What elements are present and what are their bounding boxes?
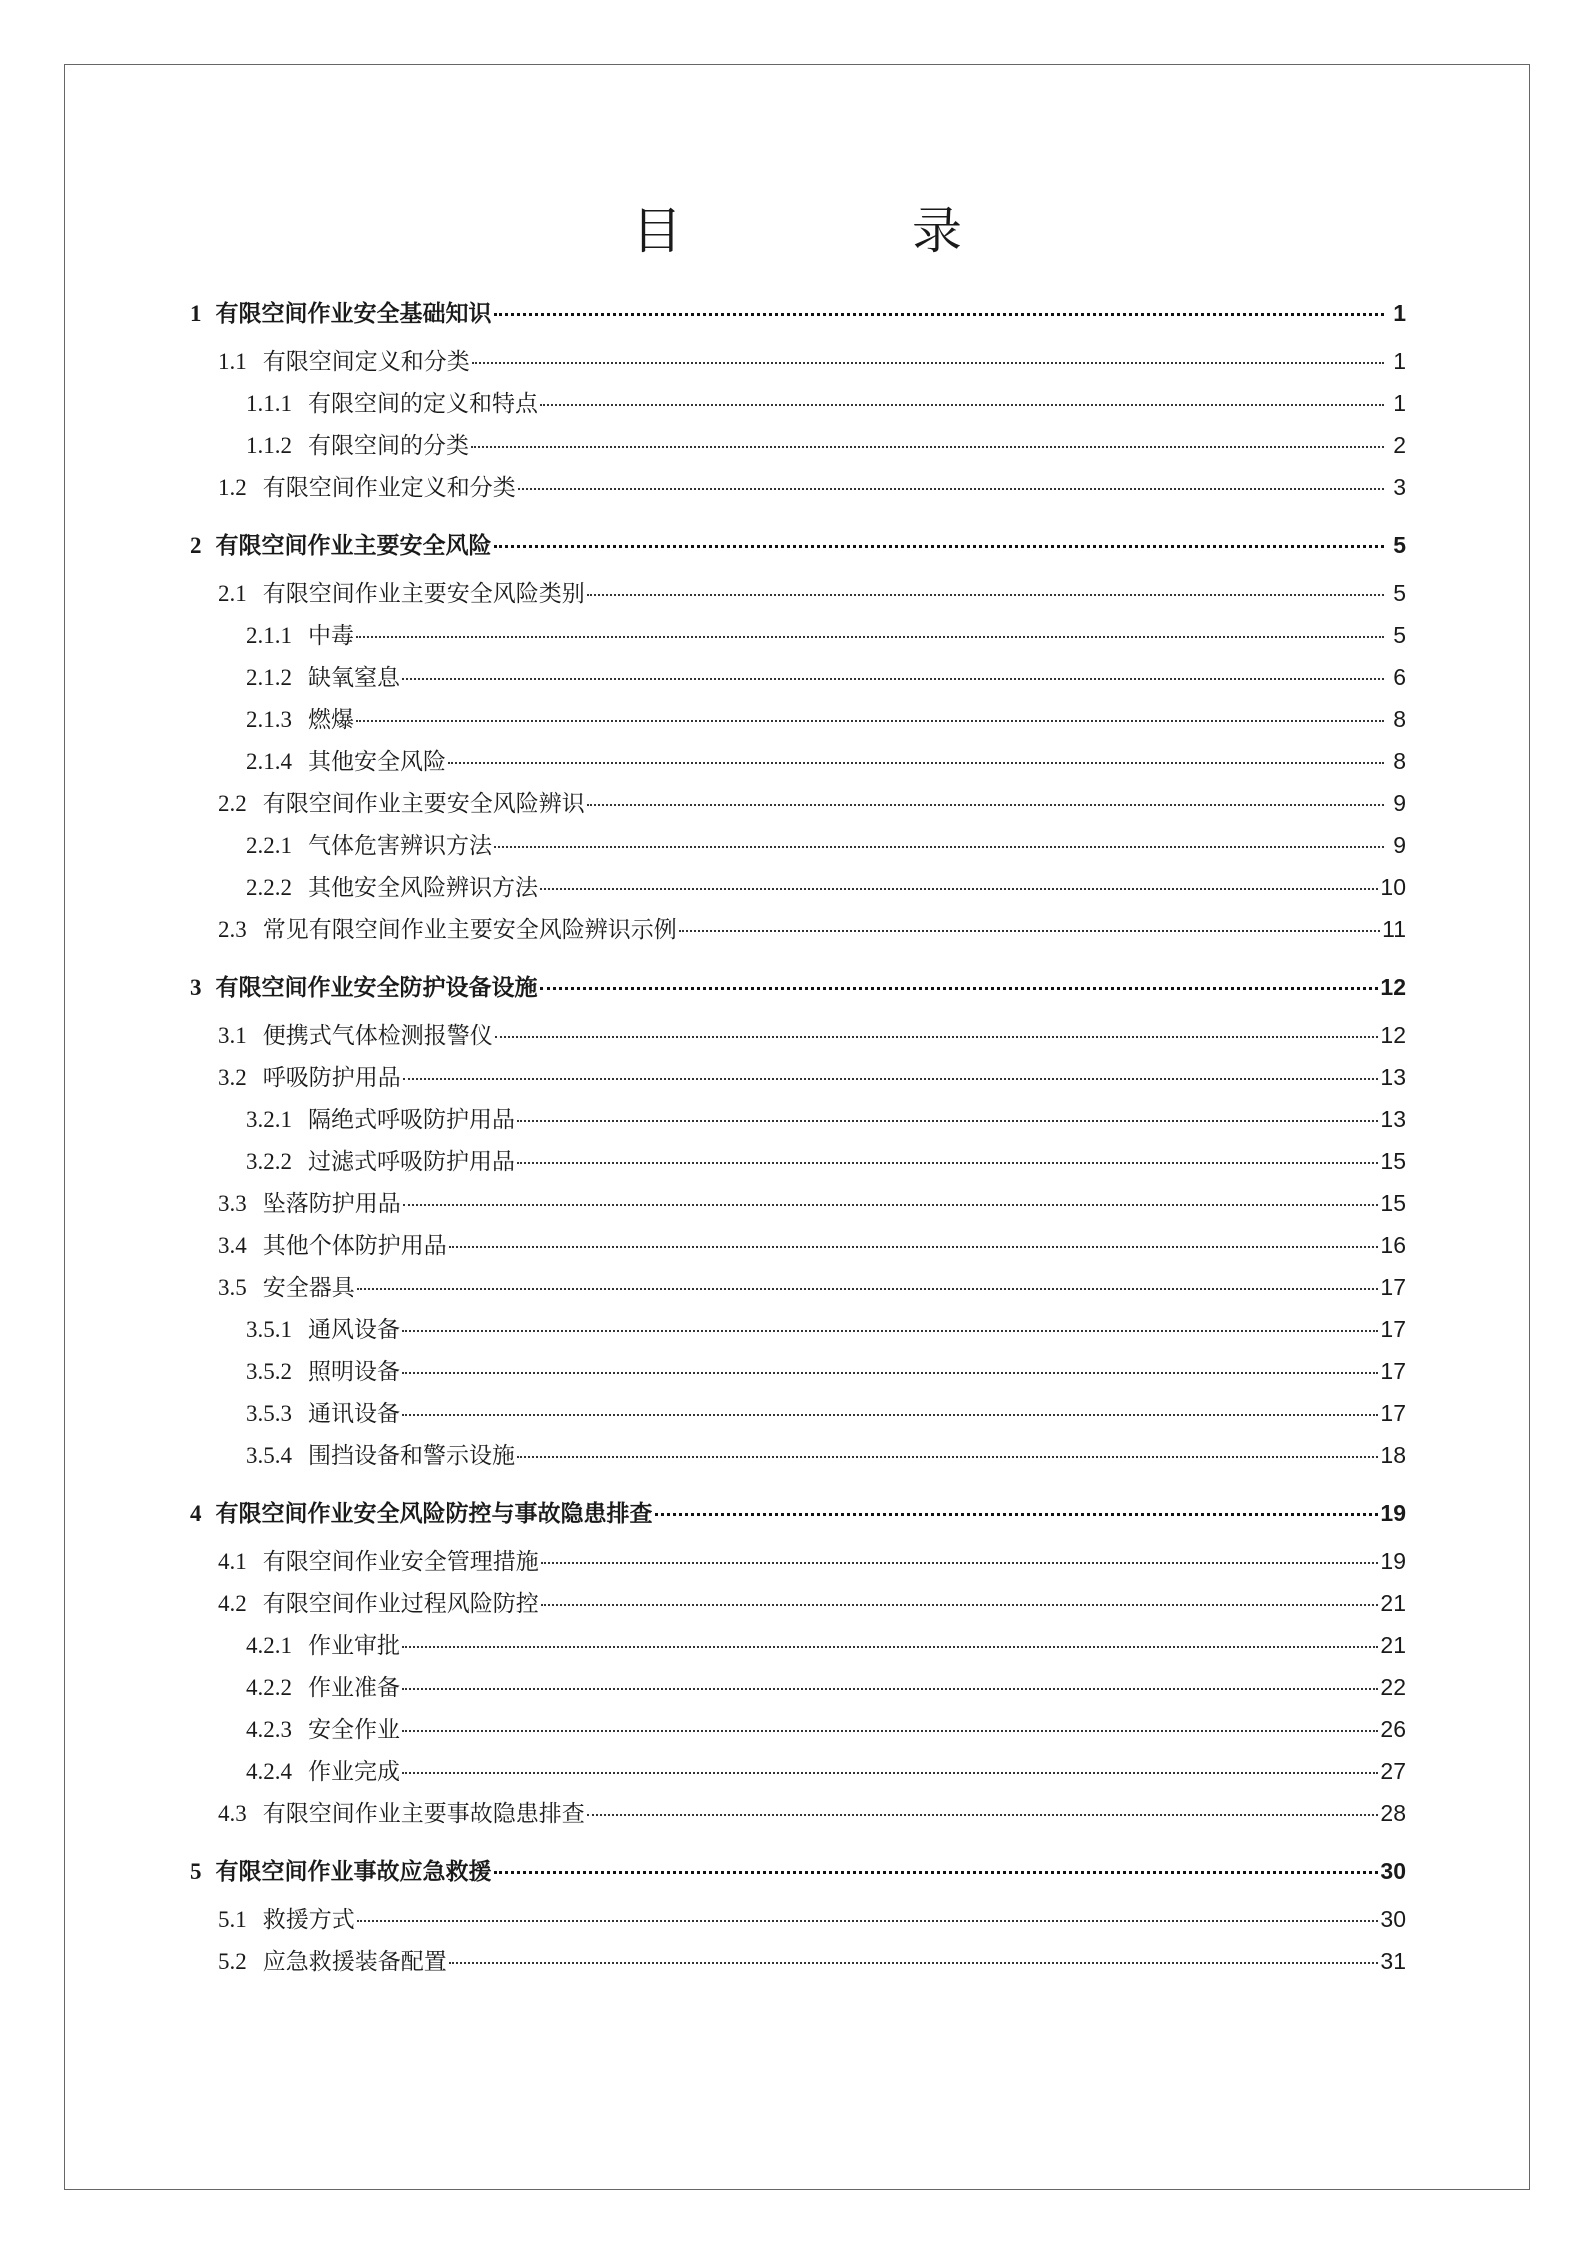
toc-entry-number: 5 [190, 1859, 202, 1884]
toc-dot-leader [402, 1330, 1378, 1332]
toc-dot-leader [402, 678, 1384, 680]
toc-entry-page-number: 12 [1380, 1022, 1406, 1048]
toc-entry-3-1[interactable] [190, 1014, 1406, 1056]
toc-entry-page-number: 21 [1380, 1590, 1406, 1616]
toc-entry-4-1[interactable] [190, 1540, 1406, 1582]
toc-entry-2-2-1[interactable] [190, 824, 1406, 866]
toc-entry-number: 3.5.4 [246, 1443, 292, 1468]
toc-dot-leader [541, 1604, 1379, 1606]
toc-entry-title: 有限空间作业定义和分类 [262, 475, 516, 501]
toc-entry-page-number: 26 [1380, 1716, 1406, 1742]
toc-dot-leader [403, 1078, 1379, 1080]
toc-entry-number: 3 [190, 975, 202, 1000]
toc-entry-page-number: 13 [1380, 1106, 1406, 1132]
toc-entry-page-number: 31 [1380, 1948, 1406, 1974]
toc-entry-number: 4.2 [218, 1591, 247, 1616]
toc-entry-page-number: 30 [1380, 1858, 1406, 1884]
toc-entry-title: 作业审批 [308, 1633, 400, 1659]
toc-entry-4-2-2[interactable] [190, 1666, 1406, 1708]
toc-dot-leader [587, 594, 1384, 596]
toc-dot-leader [518, 488, 1384, 490]
toc-entry-number: 4.3 [218, 1801, 247, 1826]
toc-entry-number: 2.1.4 [246, 749, 292, 774]
toc-dot-leader [587, 804, 1384, 806]
toc-entry-4-2-4[interactable] [190, 1750, 1406, 1792]
toc-entry-title: 照明设备 [308, 1359, 400, 1385]
toc-entry-5-1[interactable] [190, 1898, 1406, 1940]
toc-dot-leader [448, 762, 1384, 764]
toc-entry-number: 3.5.1 [246, 1317, 292, 1342]
toc-dot-leader [540, 404, 1384, 406]
toc-entry-number: 2.1.2 [246, 665, 292, 690]
toc-entry-number: 1.1.1 [246, 391, 292, 416]
toc-entry-number: 5.2 [218, 1949, 247, 1974]
toc-entry-page-number: 9 [1393, 790, 1406, 816]
toc-entry-title: 过滤式呼吸防护用品 [308, 1149, 515, 1175]
toc-entry-2-1-3[interactable] [190, 698, 1406, 740]
toc-dot-leader [357, 1920, 1379, 1922]
toc-entry-page-number: 1 [1393, 390, 1406, 416]
toc-entry-page-number: 5 [1393, 622, 1406, 648]
toc-entry-3-2-2[interactable] [190, 1140, 1406, 1182]
toc-entry-title: 有限空间的分类 [308, 433, 469, 459]
toc-entry-1-1-2[interactable] [190, 424, 1406, 466]
toc-entry-3-5-1[interactable] [190, 1308, 1406, 1350]
toc-entry-page-number: 28 [1380, 1800, 1406, 1826]
toc-entry-number: 1.1 [218, 349, 247, 374]
toc-entry-number: 3.2.1 [246, 1107, 292, 1132]
toc-entry-1-1[interactable] [190, 340, 1406, 382]
toc-entry-title: 作业准备 [308, 1675, 400, 1701]
toc-dot-leader [541, 1562, 1379, 1564]
toc-dot-leader [655, 1513, 1379, 1516]
toc-entry-number: 2.1.3 [246, 707, 292, 732]
toc-entry-title: 气体危害辨识方法 [308, 833, 492, 859]
toc-entry-2-3[interactable] [190, 908, 1406, 950]
toc-entry-2-1-1[interactable] [190, 614, 1406, 656]
toc-entry-page-number: 17 [1380, 1358, 1406, 1384]
toc-entry-title: 有限空间作业主要事故隐患排查 [262, 1801, 585, 1827]
toc-dot-leader [494, 1871, 1379, 1874]
toc-entry-page-number: 21 [1380, 1632, 1406, 1658]
toc-entry-title: 应急救援装备配置 [262, 1949, 447, 1975]
toc-entry-page-number: 13 [1380, 1064, 1406, 1090]
toc-dot-leader [679, 930, 1380, 932]
toc-dot-leader [494, 846, 1384, 848]
toc-entry-page-number: 27 [1380, 1758, 1406, 1784]
toc-entry-number: 2.2.1 [246, 833, 292, 858]
toc-dot-leader [494, 545, 1385, 548]
toc-dot-leader [587, 1814, 1379, 1816]
toc-dot-leader [517, 1456, 1378, 1458]
toc-entry-number: 3.5.2 [246, 1359, 292, 1384]
toc-entry-page-number: 18 [1380, 1442, 1406, 1468]
toc-entry-title: 坠落防护用品 [262, 1191, 401, 1217]
toc-entry-3-2[interactable] [190, 1056, 1406, 1098]
toc-entry-2-1-2[interactable] [190, 656, 1406, 698]
toc-dot-leader [449, 1246, 1379, 1248]
toc-entry-5-2[interactable] [190, 1940, 1406, 1982]
toc-dot-leader [540, 987, 1379, 990]
toc-entry-1-1-1[interactable] [190, 382, 1406, 424]
toc-entry-title: 有限空间作业过程风险防控 [262, 1591, 539, 1617]
toc-entry-4-2-1[interactable] [190, 1624, 1406, 1666]
toc-entry-number: 2.3 [218, 917, 247, 942]
toc-entry-number: 2.1 [218, 581, 247, 606]
toc-entry-3[interactable] [190, 966, 1406, 1008]
toc-entry-title: 通讯设备 [308, 1401, 400, 1427]
toc-entry-title: 通风设备 [308, 1317, 400, 1343]
toc-entry-number: 4.2.1 [246, 1633, 292, 1658]
toc-entry-title: 便携式气体检测报警仪 [262, 1023, 493, 1049]
toc-entry-number: 1.2 [218, 475, 247, 500]
toc-entry-page-number: 3 [1393, 474, 1406, 500]
toc-entry-title: 呼吸防护用品 [262, 1065, 401, 1091]
toc-entry-page-number: 11 [1382, 916, 1406, 942]
toc-entry-number: 4.1 [218, 1549, 247, 1574]
toc-dot-leader [402, 1414, 1378, 1416]
toc-entry-page-number: 8 [1393, 706, 1406, 732]
toc-entry-page-number: 17 [1380, 1316, 1406, 1342]
toc-entry-page-number: 15 [1380, 1190, 1406, 1216]
toc-entry-4-2-3[interactable] [190, 1708, 1406, 1750]
toc-dot-leader [402, 1688, 1378, 1690]
toc-entry-number: 2 [190, 533, 202, 558]
toc-entry-3-5[interactable] [190, 1266, 1406, 1308]
toc-entry-3-5-2[interactable] [190, 1350, 1406, 1392]
toc-entry-page-number: 12 [1380, 974, 1406, 1000]
toc-entry-page-number: 10 [1380, 874, 1406, 900]
toc-dot-leader [402, 1730, 1378, 1732]
toc-dot-leader [402, 1372, 1378, 1374]
toc-entry-title: 其他个体防护用品 [262, 1233, 447, 1259]
toc-entry-2-2-2[interactable] [190, 866, 1406, 908]
toc-dot-leader [402, 1646, 1378, 1648]
toc-entry-page-number: 1 [1393, 348, 1406, 374]
toc-entry-number: 4 [190, 1501, 202, 1526]
toc-entry-title: 有限空间作业主要安全风险 [215, 532, 492, 559]
toc-entry-number: 2.1.1 [246, 623, 292, 648]
toc-entry-number: 3.1 [218, 1023, 247, 1048]
toc-entry-title: 其他安全风险 [308, 749, 446, 775]
toc-entry-4[interactable] [190, 1492, 1406, 1534]
toc-entry-page-number: 17 [1380, 1400, 1406, 1426]
toc-entry-page-number: 22 [1380, 1674, 1406, 1700]
toc-dot-leader [403, 1204, 1379, 1206]
toc-entry-number: 1.1.2 [246, 433, 292, 458]
toc-entry-page-number: 6 [1393, 664, 1406, 690]
toc-dot-leader [517, 1162, 1378, 1164]
toc-dot-leader [494, 313, 1385, 316]
toc-entry-title: 隔绝式呼吸防护用品 [308, 1107, 515, 1133]
toc-entry-number: 3.5.3 [246, 1401, 292, 1426]
toc-entry-4-2[interactable] [190, 1582, 1406, 1624]
toc-dot-leader [471, 446, 1384, 448]
toc-dot-leader [449, 1962, 1379, 1964]
toc-entry-number: 4.2.2 [246, 1675, 292, 1700]
toc-entry-2[interactable] [190, 524, 1406, 566]
toc-entry-title: 有限空间作业安全基础知识 [215, 300, 492, 327]
toc-entry-title: 安全作业 [308, 1717, 400, 1743]
toc-entry-page-number: 1 [1393, 300, 1406, 326]
toc-entry-title: 有限空间作业安全管理措施 [262, 1549, 539, 1575]
toc-entry-page-number: 15 [1380, 1148, 1406, 1174]
toc-entry-number: 3.2.2 [246, 1149, 292, 1174]
toc-entry-number: 3.3 [218, 1191, 247, 1216]
toc-entry-page-number: 19 [1380, 1500, 1406, 1526]
toc-entry-2-2[interactable] [190, 782, 1406, 824]
toc-entry-number: 5.1 [218, 1907, 247, 1932]
toc-entry-3-2-1[interactable] [190, 1098, 1406, 1140]
toc-entry-number: 2.2 [218, 791, 247, 816]
toc-entry-title: 安全器具 [262, 1275, 355, 1301]
toc-dot-leader [517, 1120, 1378, 1122]
toc-entry-title: 有限空间作业安全风险防控与事故隐患排查 [215, 1500, 653, 1527]
toc-entry-number: 2.2.2 [246, 875, 292, 900]
toc-entry-number: 4.2.3 [246, 1717, 292, 1742]
toc-entry-3-4[interactable] [190, 1224, 1406, 1266]
toc-entry-page-number: 5 [1393, 580, 1406, 606]
toc-entry-5[interactable] [190, 1850, 1406, 1892]
toc-entry-number: 3.4 [218, 1233, 247, 1258]
toc-entry-page-number: 16 [1380, 1232, 1406, 1258]
toc-entry-title: 常见有限空间作业主要安全风险辨识示例 [262, 917, 677, 943]
toc-entry-title: 作业完成 [308, 1759, 400, 1785]
toc-dot-leader [357, 1288, 1379, 1290]
toc-entry-page-number: 30 [1380, 1906, 1406, 1932]
toc-entry-3-5-3[interactable] [190, 1392, 1406, 1434]
table-of-contents [190, 292, 1406, 1982]
toc-dot-leader [540, 888, 1378, 890]
toc-entry-title: 救援方式 [262, 1907, 355, 1933]
toc-entry-3-3[interactable] [190, 1182, 1406, 1224]
toc-entry-title: 有限空间作业事故应急救援 [215, 1858, 492, 1885]
toc-entry-title: 有限空间作业安全防护设备设施 [215, 974, 538, 1001]
toc-entry-page-number: 19 [1380, 1548, 1406, 1574]
toc-entry-4-3[interactable] [190, 1792, 1406, 1834]
toc-entry-number: 1 [190, 301, 202, 326]
toc-entry-page-number: 17 [1380, 1274, 1406, 1300]
toc-dot-leader [356, 720, 1384, 722]
toc-entry-page-number: 2 [1393, 432, 1406, 458]
toc-entry-2-1[interactable] [190, 572, 1406, 614]
toc-entry-number: 4.2.4 [246, 1759, 292, 1784]
toc-entry-title: 围挡设备和警示设施 [308, 1443, 515, 1469]
toc-entry-number: 3.5 [218, 1275, 247, 1300]
toc-entry-title: 有限空间作业主要安全风险类别 [262, 581, 585, 607]
toc-entry-page-number: 9 [1393, 832, 1406, 858]
toc-entry-number: 3.2 [218, 1065, 247, 1090]
toc-dot-leader [402, 1772, 1378, 1774]
toc-entry-title: 其他安全风险辨识方法 [308, 875, 538, 901]
toc-dot-leader [495, 1036, 1379, 1038]
toc-entry-page-number: 5 [1393, 532, 1406, 558]
toc-entry-title: 有限空间作业主要安全风险辨识 [262, 791, 585, 817]
toc-entry-title: 有限空间的定义和特点 [308, 391, 538, 417]
toc-entry-title: 燃爆 [308, 707, 354, 733]
toc-entry-title: 有限空间定义和分类 [262, 349, 470, 375]
toc-entry-3-5-4[interactable] [190, 1434, 1406, 1476]
toc-dot-leader [356, 636, 1384, 638]
toc-entry-1-2[interactable] [190, 466, 1406, 508]
toc-entry-page-number: 8 [1393, 748, 1406, 774]
toc-entry-2-1-4[interactable] [190, 740, 1406, 782]
toc-dot-leader [472, 362, 1384, 364]
toc-title: 目 录 [632, 202, 1052, 260]
toc-entry-1[interactable] [190, 292, 1406, 334]
toc-entry-title: 缺氧窒息 [308, 665, 400, 691]
toc-entry-title: 中毒 [308, 623, 354, 649]
